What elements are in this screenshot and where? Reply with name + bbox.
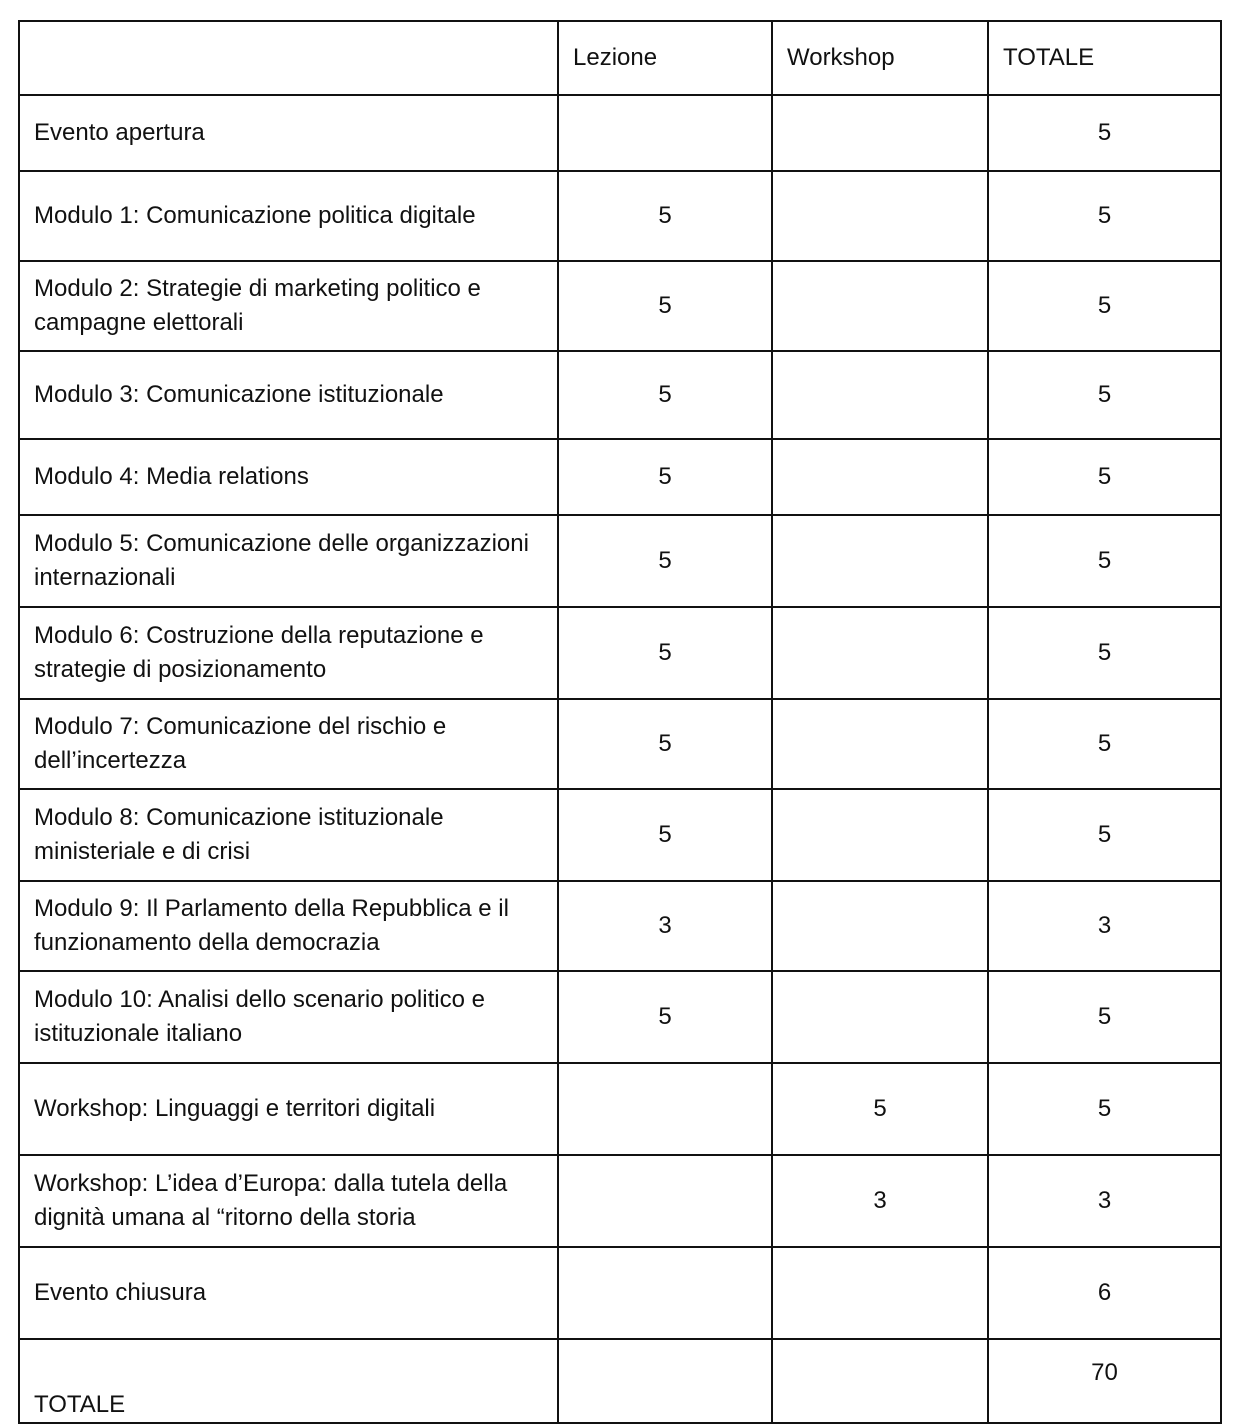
lezione-cell: 3 <box>558 881 772 971</box>
row-label: Workshop: Linguaggi e territori digitali <box>19 1063 558 1155</box>
lezione-cell <box>558 1155 772 1247</box>
table-row <box>19 607 1221 699</box>
table-row <box>19 789 1221 881</box>
lezione-cell: 5 <box>558 351 772 439</box>
table-row <box>19 1155 1221 1247</box>
lezione-cell: 5 <box>558 261 772 351</box>
header-cell-workshop: Workshop <box>772 21 988 95</box>
workshop-cell <box>772 607 988 699</box>
table-total-row <box>19 1339 1221 1423</box>
lezione-cell: 5 <box>558 515 772 607</box>
header-cell-empty <box>19 21 558 95</box>
totale-cell: 5 <box>988 439 1221 515</box>
lezione-cell: 5 <box>558 607 772 699</box>
totale-cell: 5 <box>988 171 1221 261</box>
lezione-cell: 5 <box>558 699 772 789</box>
totale-cell: 5 <box>988 1063 1221 1155</box>
row-label: Workshop: L’idea d’Europa: dalla tutela della dignità umana al “ritorno della storia <box>19 1155 558 1247</box>
workshop-cell <box>772 95 988 171</box>
table-row <box>19 971 1221 1063</box>
totale-cell: 5 <box>988 515 1221 607</box>
header-cell-totale: TOTALE <box>988 21 1221 95</box>
table-row <box>19 515 1221 607</box>
row-label: Modulo 9: Il Parlamento della Repubblica e il funzionamento della democrazia <box>19 881 558 971</box>
lezione-cell <box>558 95 772 171</box>
hours-table <box>18 20 1222 1424</box>
table-row <box>19 1247 1221 1339</box>
lezione-cell: 5 <box>558 789 772 881</box>
table-row <box>19 351 1221 439</box>
workshop-cell <box>772 351 988 439</box>
totale-cell: 5 <box>988 607 1221 699</box>
row-label: Modulo 8: Comunicazione istituzionale ministeriale e di crisi <box>19 789 558 881</box>
row-label: Modulo 7: Comunicazione del rischio e dell’incertezza <box>19 699 558 789</box>
table-header-row <box>19 21 1221 95</box>
table-row <box>19 1063 1221 1155</box>
header-cell-lezione: Lezione <box>558 21 772 95</box>
row-label: Modulo 4: Media relations <box>19 439 558 515</box>
workshop-cell <box>772 439 988 515</box>
row-label: Modulo 1: Comunicazione politica digitale <box>19 171 558 261</box>
workshop-cell <box>772 789 988 881</box>
table-row <box>19 699 1221 789</box>
workshop-cell <box>772 1339 988 1423</box>
table-row <box>19 881 1221 971</box>
row-label: Modulo 10: Analisi dello scenario politico e istituzionale italiano <box>19 971 558 1063</box>
lezione-cell: 5 <box>558 439 772 515</box>
totale-cell: 5 <box>988 95 1221 171</box>
lezione-cell: 5 <box>558 971 772 1063</box>
lezione-cell: 5 <box>558 171 772 261</box>
table-row <box>19 171 1221 261</box>
workshop-cell <box>772 971 988 1063</box>
lezione-cell <box>558 1247 772 1339</box>
row-label: Evento chiusura <box>19 1247 558 1339</box>
row-label: Modulo 5: Comunicazione delle organizzazioni internazionali <box>19 515 558 607</box>
row-label: Modulo 2: Strategie di marketing politico e campagne elettorali <box>19 261 558 351</box>
totale-cell: 5 <box>988 351 1221 439</box>
workshop-cell <box>772 171 988 261</box>
totale-cell: 3 <box>988 881 1221 971</box>
workshop-cell <box>772 515 988 607</box>
workshop-cell: 3 <box>772 1155 988 1247</box>
totale-cell: 6 <box>988 1247 1221 1339</box>
lezione-cell <box>558 1063 772 1155</box>
workshop-cell: 5 <box>772 1063 988 1155</box>
totale-cell: 5 <box>988 699 1221 789</box>
total-label: TOTALE <box>19 1339 558 1423</box>
workshop-cell <box>772 881 988 971</box>
table-row <box>19 261 1221 351</box>
totale-cell: 5 <box>988 261 1221 351</box>
table-row <box>19 439 1221 515</box>
lezione-cell <box>558 1339 772 1423</box>
workshop-cell <box>772 699 988 789</box>
table-row <box>19 95 1221 171</box>
workshop-cell <box>772 261 988 351</box>
grand-total-cell: 70 <box>988 1339 1221 1423</box>
totale-cell: 5 <box>988 789 1221 881</box>
workshop-cell <box>772 1247 988 1339</box>
totale-cell: 5 <box>988 971 1221 1063</box>
row-label: Modulo 3: Comunicazione istituzionale <box>19 351 558 439</box>
row-label: Evento apertura <box>19 95 558 171</box>
totale-cell: 3 <box>988 1155 1221 1247</box>
row-label: Modulo 6: Costruzione della reputazione e strategie di posizionamento <box>19 607 558 699</box>
